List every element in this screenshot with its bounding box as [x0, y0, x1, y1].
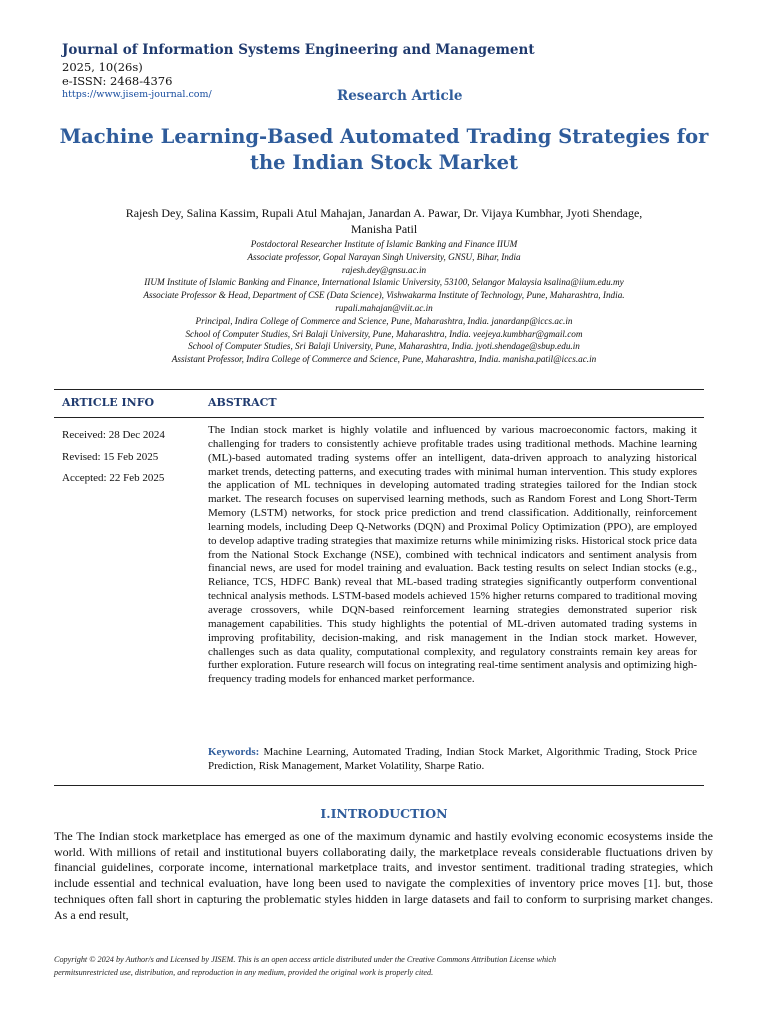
- journal-volume: 2025, 10(26s): [62, 60, 143, 74]
- paper-title: [40, 124, 728, 176]
- affiliations: [40, 238, 728, 366]
- paper-title-line-2: the Indian Stock Market: [249, 151, 518, 174]
- copyright-line-1: Copyright © 2024 by Author/s and Licensed by JISEM. This is an open access article distributed under the Creative Commons Attribution License which: [54, 955, 557, 964]
- accepted-date: Accepted: 22 Feb 2025: [62, 472, 165, 484]
- affiliation-line: IIUM Institute of Islamic Banking and Finance, International Islamic University, 53100, Selangor Malaysia ksalina@iium.edu.my: [144, 277, 624, 288]
- author-list-line-1: Rajesh Dey, Salina Kassim, Rupali Atul Mahajan, Janardan A. Pawar, Dr. Vijaya Kumbhar, Jyoti Shendage,: [125, 206, 643, 220]
- affiliation-line: Postdoctoral Researcher Institute of Islamic Banking and Finance IIUM: [250, 239, 518, 249]
- affiliation-line: Assistant Professor, Indira College of Commerce and Science, Pune, Maharashtra, India. manisha.patil@iccs.ac.in: [171, 354, 597, 365]
- top-rule: [54, 389, 704, 390]
- section-heading: I.INTRODUCTION: [320, 806, 448, 821]
- affiliation-line: Associate professor, Gopal Narayan Singh University, GNSU, Bihar, India: [247, 251, 521, 262]
- keywords-label: Keywords:: [208, 746, 260, 758]
- article-dates: [62, 425, 165, 490]
- introduction-text: The The Indian stock marketplace has emerged as one of the maximum dynamic and hastily evolving economic ecosystems inside the world. With millions of retail and institutional buyers collaborating daily, the marketplace reveals considerable fluctuations driven by financial guidelines, corporate income, international marketplace traits, and investor sentiment. traditional trading strategies, which include essential and technical evaluation, have long been used to navigate the complexities of inventory price moves [1]. but, those techniques often fall short in capturing the problematic styles hidden in large datasets and fail to conform to surprising market changes. As a end result,: [54, 829, 713, 922]
- journal-title: Journal of Information Systems Engineering and Management: [62, 42, 535, 58]
- article-info-heading: ARTICLE INFO: [62, 396, 155, 409]
- affiliation-line: Principal, Indira College of Commerce and Science, Pune, Maharashtra, India. janardanp@iccs.ac.in: [195, 315, 573, 326]
- affiliation-line: Associate Professor & Head, Department of CSE (Data Science), Vishwakarma Institute of Technology, Pune, Maharashtra, India.: [143, 290, 625, 301]
- copyright-line-2: permitsunrestricted use, distribution, and reproduction in any medium, provided the original work is properly cited.: [54, 968, 434, 977]
- keywords-list: Machine Learning, Automated Trading, Indian Stock Market, Algorithmic Trading, Stock Price Prediction, Risk Management, Market Volatility, Sharpe Ratio.: [208, 746, 698, 772]
- affiliation-line: School of Computer Studies, Sri Balaji University, Pune, Maharashtra, India. veejeya.kumbhar@gmail.com: [185, 328, 583, 339]
- keywords: [208, 745, 697, 773]
- abstract-heading: ABSTRACT: [208, 396, 277, 409]
- author-list-line-2: Manisha Patil: [350, 222, 418, 236]
- journal-url-link[interactable]: https://www.jisem-journal.com/: [62, 89, 212, 100]
- affiliation-line: School of Computer Studies, Sri Balaji University, Pune, Maharashtra, India. jyoti.shendage@sbup.edu.in: [188, 341, 580, 352]
- journal-issn: e-ISSN: 2468-4376: [62, 74, 173, 88]
- affiliation-line: rajesh.dey@gnsu.ac.in: [341, 264, 427, 275]
- bottom-rule: [54, 785, 704, 786]
- paper-title-line-1: Machine Learning-Based Automated Trading Strategies for: [59, 125, 709, 148]
- affiliation-line: rupali.mahajan@viit.ac.in: [335, 302, 433, 313]
- header-rule: [54, 417, 704, 418]
- revised-date: Revised: 15 Feb 2025: [62, 450, 159, 463]
- abstract-text: The Indian stock market is highly volatile and influenced by various macroeconomic factors, making it challenging for traders to consistently achieve profitable trades using traditional methods. Machine learning (ML)-based automated trading systems offer an intelligent, data-driven approach to analyzing historical market trends, detecting patterns, and executing trades with minimal human intervention. This study explores the application of ML techniques in developing automated trading strategies tailored for the Indian stock market. The research focuses on supervised learning methods, such as Random Forest and Long Short-Term Memory (LSTM) networks, for stock price prediction and trend classification. Additionally, reinforcement learning models, including Deep Q-Networks (DQN) and Proximal Policy Optimization (PPO), are employed to develop adaptive trading strategies that maximize returns while minimizing risks. Historical stock price data from the National Stock Exchange (NSE), combined with technical indicators and sentiment analysis from financial news, are used for model training and evaluation. Back testing results on select Indian stocks (e.g., Reliance, TCS, HDFC Bank) reveal that ML-based trading strategies significantly outperform conventional technical analysis methods. LSTM-based models achieved 15% higher returns compared to traditional moving average crossovers, while DQN-based reinforcement learning strategies demonstrated superior risk management capabilities. This study highlights the potential of ML-driven automated trading systems in improving profitability, decision-making, and risk management in the Indian stock market. However, challenges such as data quality, computational complexity, and regulatory constraints remain key areas for further exploration. Future research will focus on integrating real-time sentiment analysis and optimizing high-frequency trading models for enhanced market performance.: [208, 424, 697, 686]
- article-type: Research Article: [337, 88, 463, 104]
- received-date: Received: 28 Dec 2024: [62, 429, 165, 441]
- copyright-footer: [54, 953, 714, 979]
- author-list: [60, 205, 708, 237]
